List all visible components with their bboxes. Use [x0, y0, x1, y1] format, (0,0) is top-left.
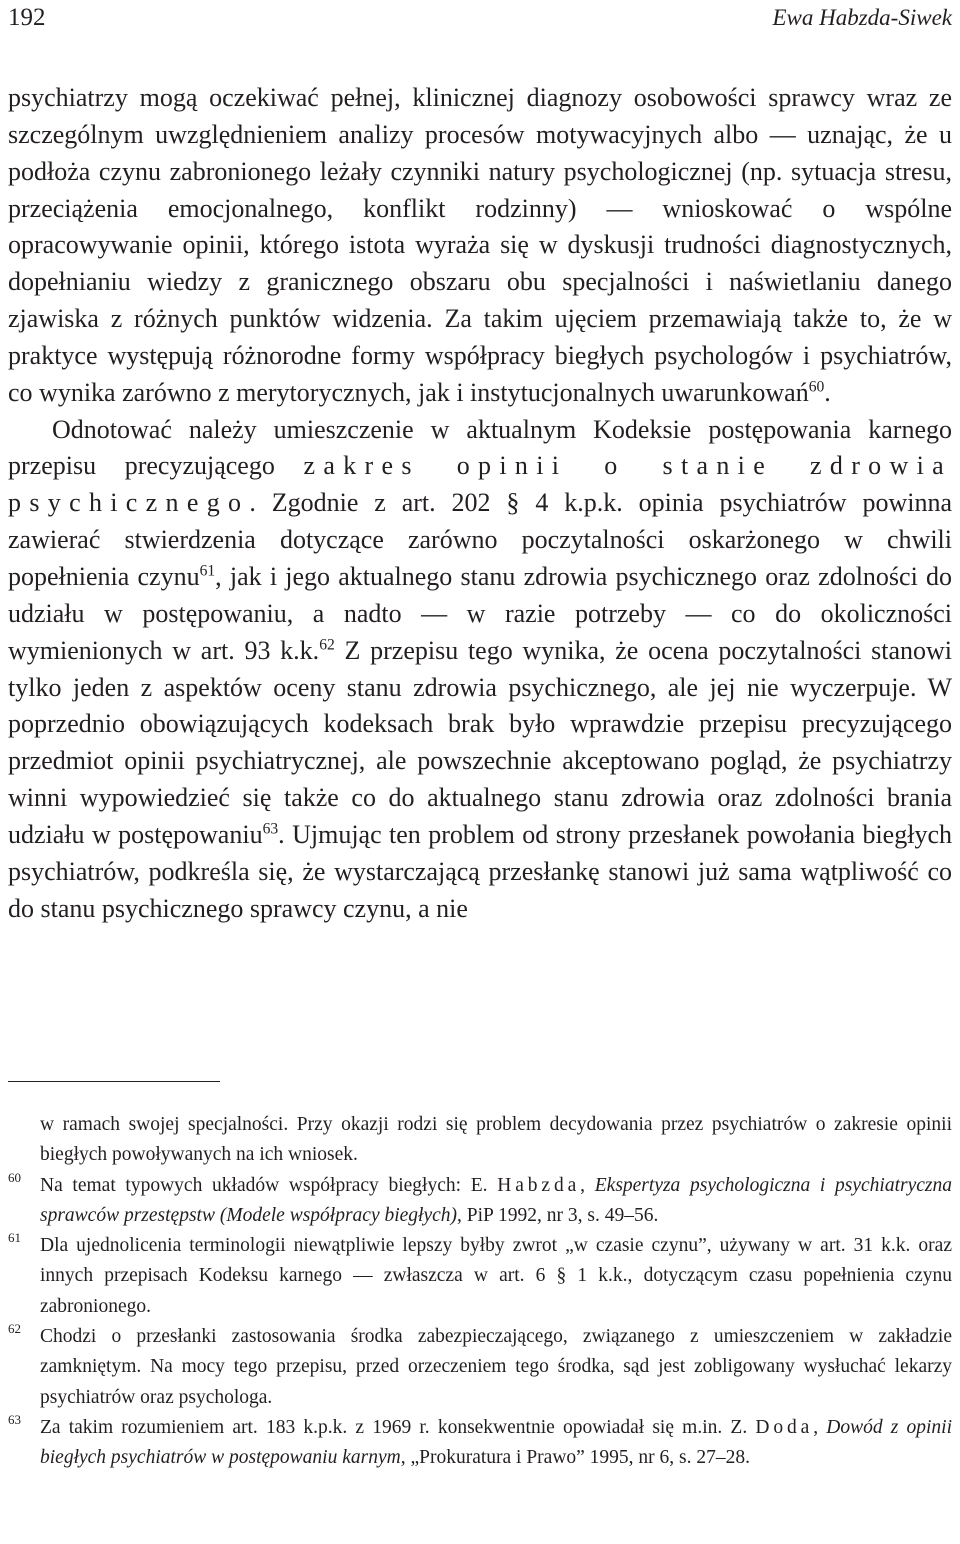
footnote-62 [8, 1322, 952, 1413]
footnote-63 [8, 1413, 952, 1474]
paragraph-2-text-e: . Ujmując ten problem od strony przesłanek powołania biegłych psychiatrów, podkreśla się, że wystarczającą przesłankę stanowi już sama wątpliwość co do stanu psychicznego sprawcy czynu, a nie [8, 819, 952, 923]
paragraph-1-end: . [824, 377, 831, 407]
running-head: Ewa Habzda-Siwek [772, 5, 952, 30]
paragraph-1 [8, 80, 952, 412]
footnote-number: 61 [8, 1230, 21, 1246]
footnote-number: 62 [8, 1321, 21, 1337]
footnote-title: Ekspertyza psychologiczna i psychiatryczna sprawców przestępstw (Modele współpracy biegłych) [40, 1174, 953, 1226]
footnote-number: 60 [8, 1169, 21, 1185]
footnote-ref-60: 60 [808, 378, 825, 396]
spaced-emphasis: zakres opinii o stanie zdrowia psychicznego [8, 451, 952, 518]
footnote-separator [8, 1081, 220, 1082]
page-header [8, 0, 952, 40]
footnote-author: Habzda [497, 1174, 581, 1196]
paragraph-2-text-d: Z przepisu tego wynika, że ocena poczytalności stanowi tylko jeden z aspektów oceny stanu zdrowia psychicznego, ale jej nie wyczerpuje. W poprzednio obowiązujących kodeksach brak było wprawdzie przepisu precyzującego przedmiot opinii psychiatrycznej, ale powszechnie akceptowano pogląd, że psychiatrzy winni wypowiedzieć się także co do aktualnego stanu zdrowia oraz zdolności brania udziału w postępowaniu [8, 635, 952, 849]
footnote-ref-62: 62 [319, 636, 335, 653]
paragraph-1-text: psychiatrzy mogą oczekiwać pełnej, klinicznej diagnozy osobowości sprawcy wraz ze szczególnym uwzględnieniem analizy procesów motywacyjnych albo — uznając, że u podłoża czynu zabronionego leżały czynniki natury psychologicznej (np. sytuacja stresu, przeciążenia emocjonalnego, konflikt rodzinny) — wnioskować o wspólne opracowywanie opinii, którego istota wyraża się w dyskusji trudności diagnostycznych, dopełnianiu wiedzy z granicznego obszaru obu specjalności i naświetlaniu danego zjawiska z różnych punktów widzenia. Za takim ujęciem przemawiają także to, że w praktyce występują różnorodne formy współpracy biegłych psychologów i psychiatrów, co wynika zarówno z merytorycznych, jak i instytucjonalnych uwarunkowań [8, 83, 952, 407]
paragraph-2-text-b: . Zgodnie z art. 202 § 4 k.p.k. opinia psychiatrów powinna zawierać stwierdzenia dotyczące zarówno poczytalności oskarżonego w chwili popełnienia czynu [8, 488, 952, 591]
paragraph-2 [8, 412, 952, 928]
footnote-number: 63 [8, 1411, 21, 1427]
footnotes [8, 1110, 952, 1474]
footnote-title: Dowód z opinii biegłych psychiatrów w postępowaniu karnym [40, 1416, 953, 1469]
footnote-text: , [580, 1174, 595, 1196]
paragraph-2-text-c: , jak i jego aktualnego stanu zdrowia psychicznego oraz zdolności do udziału w postępowaniu, a nadto — w razie potrzeby — co do okoliczności wymienionych w art. 93 k.k. [8, 561, 952, 665]
footnote-continuation: w ramach swojej specjalności. Przy okazji rodzi się problem decydowania przez psychiatrów o zakresie opinii biegłych powoływanych na ich wniosek. [40, 1114, 952, 1166]
footnote-text: , PiP 1992, nr 3, s. 49–56. [457, 1204, 659, 1226]
footnote-text: , „Prokuratura i Prawo” 1995, nr 6, s. 27–28. [400, 1447, 751, 1469]
footnote-text: Na temat typowych układów współpracy biegłych: E. [40, 1174, 498, 1196]
footnote-61 [8, 1231, 952, 1322]
page-number: 192 [8, 4, 46, 31]
footnote-author: Doda [755, 1416, 814, 1438]
body-text [8, 80, 952, 927]
footnote-60 [8, 1171, 952, 1232]
footnote-text: , [813, 1416, 827, 1438]
paragraph-2-text-a: Odnotować należy umieszczenie w aktualnym Kodeksie postępowania karnego przepisu precyzującego [8, 414, 952, 481]
footnote-text: Chodzi o przesłanki zastosowania środka zabezpieczającego, związanego z umieszczeniem w zakładzie zamkniętym. Na mocy tego przepisu, przed orzeczeniem tego środka, sąd jest zobligowany wysłuchać lekarzy psychiatrów oraz psychologa. [40, 1326, 952, 1408]
footnote-ref-63: 63 [262, 820, 279, 838]
footnote-text: Za takim rozumieniem art. 183 k.p.k. z 1969 r. konsekwentnie opowiadał się m.in. Z. [40, 1416, 756, 1438]
footnote-text: Dla ujednolicenia terminologii niewątpliwie lepszy byłby zwrot „w czasie czynu”, używany w art. 31 k.k. oraz innych przepisach Kodeksu karnego — zwłaszcza w art. 6 § 1 k.k., dotyczącym czasu popełnienia czynu zabronionego. [40, 1235, 952, 1317]
footnote-ref-61: 61 [199, 562, 216, 580]
